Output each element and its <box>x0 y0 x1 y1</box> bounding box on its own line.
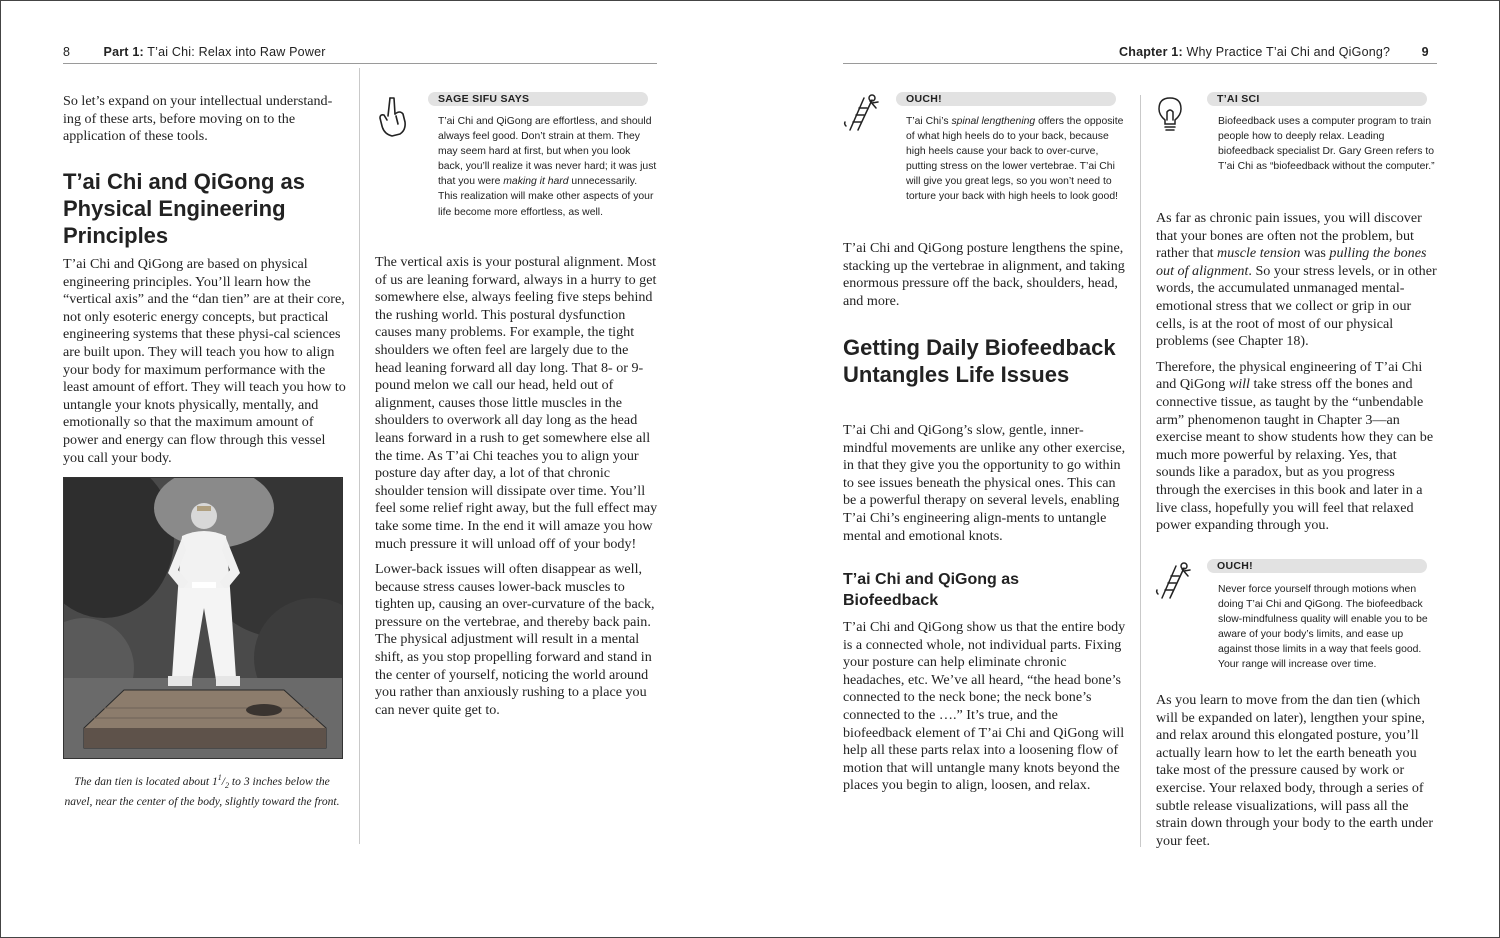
engineering-paragraph: T’ai Chi and QiGong are based on physical engineering principles. You’ll learn how the “vertical axis” and the “dan tien” are at their core, not only esoteric energy concepts, but practical engineering systems that these physi-cal sciences are built upon. They will teach you how to align your body for maximum performance with the least amount of effort. They will teach you how to untangle your knots physically, mentally, and emotionally so that the maximum amount of power and energy can flow through this vessel you call your body. <box>63 256 346 466</box>
dan-tien-paragraph: As you learn to move from the dan tien (which will be expanded on later), lengthen your spine, and relax around this elongated posture, you’ll actually learn how to let the earth beneath you take most of the pressure caused by work or exercise. Your relaxed body, through a series of subtle release visualizations, will pass all the strain down through your body to the earth under your feet. <box>1156 692 1434 849</box>
ouch-text-2: Never force yourself through motions when doing T’ai Chi and QiGong. The biofeedback slow-mindfulness quality will enable you to be aware of your body’s limits, and ease up against those limits in a way that feels good. Your range will increase over time. <box>1218 584 1428 671</box>
chronic-pain-paragraph: As far as chronic pain issues, you will discover that your bones are often not the problem, but rather that muscle tension was pulling the bones out of alignment. So your stress levels, or in other words, the accumulated unmanaged mental-emotional stress that we collect or grip in our cells, is at the root of most of our physical problems (see Chapter 18). <box>1156 210 1437 350</box>
falling-ladder-icon <box>842 94 882 132</box>
ouch-pill-2: OUCH! <box>1207 559 1427 573</box>
left-running-head <box>63 45 326 59</box>
right-column-divider <box>1140 95 1141 847</box>
slow-gentle-paragraph: T’ai Chi and QiGong’s slow, gentle, inner-mindful movements are unlike any other exercise, in that they give you the opportunity to go within to see issues beneath the physical ones. This can be a powerful therapy on several levels, enabling T’ai Chi’s engineering align-ments to untangle mental and emotional knots. <box>843 422 1126 544</box>
dan-tien-photo <box>63 477 343 759</box>
right-column-two <box>1156 210 1439 543</box>
tai-sci-pill: T’AI SCI <box>1207 92 1427 106</box>
pointing-hand-icon <box>374 94 412 138</box>
light-bulb-icon <box>1153 94 1187 134</box>
sage-sifu-text: T’ai Chi and QiGong are effortless, and should always feel good. Don’t strain at them. They may seem hard at first, but when you look back, you’ll realize it was never hard; it was just that you were making it hard unnecessarily. This realization will make other aspects of your life become more effortless, as well. <box>438 116 657 218</box>
photo-caption: The dan tien is located about $1^1/_2$ to 3 inches below the navel, near the center of the body, slightly toward the front. <box>64 773 340 809</box>
tai-sci-text: Biofeedback uses a computer program to train people how to deeply relax. Leading biofeedback specialist Dr. Gary Green refers to T’ai Chi as “biofeedback without the computer.” <box>1218 116 1435 173</box>
photo-illustration <box>64 478 342 758</box>
posture-paragraph: T’ai Chi and QiGong posture lengthens the spine, stacking up the vertebrae in alignment, and taking enormous pressure off the back, shoulders, head, and more. <box>843 240 1125 309</box>
section-heading-biofeedback: Getting Daily Biofeedback Untangles Life Issues <box>843 335 1116 387</box>
left-header-rule <box>63 63 657 64</box>
vertical-axis-paragraph: The vertical axis is your postural alignment. Most of us are leaning forward, always in a hurry to get somewhere else, always feeling five steps behind the rushing world. This postural dysfunction causes many problems. For example, the tight shoulders we often feel are largely due to the head leaning forward all day long. That 8- or 9-pound melon we call our head, held out of alignment, causes those little muscles in the shoulders to overwork all day long as the head leans forward in a rush to get somewhere else all the time. As T’ai Chi teaches you to align your posture day after day, a lot of that chronic shoulder tension will dissipate over time. You’ll feel some relief right away, but the full effect may take some time. In the end it will amaze you how much pressure it will unload off of your body! <box>375 254 658 552</box>
part-label: Part 1: <box>103 45 144 59</box>
subheading-biofeedback: T’ai Chi and QiGong as Biofeedback <box>843 571 1020 609</box>
left-page-number: 8 <box>63 45 71 59</box>
sage-sifu-pill: SAGE SIFU SAYS <box>428 92 648 106</box>
left-column-divider <box>359 68 360 844</box>
right-page-number: 9 <box>1421 45 1429 59</box>
ouch-pill-1: OUCH! <box>896 92 1116 106</box>
part-title: T’ai Chi: Relax into Raw Power <box>147 45 326 59</box>
falling-ladder-icon <box>1154 562 1194 600</box>
connected-whole-paragraph: T’ai Chi and QiGong show us that the entire body is a connected whole, not individual parts. Fixing your posture can help eliminate chronic headaches, etc. We’ve all heard, “the head bone’s connected to the neck bone; the neck bone’s connected to the ….” It’s true, and the biofeedback element of T’ai Chi and QiGong will help all these parts relax into a loosening flow of motion that will untangle many knots beyond the places you begin to align, loosen, and relax. <box>843 619 1126 794</box>
right-header-rule <box>843 63 1437 64</box>
ouch-text-1: T’ai Chi’s spinal lengthening offers the opposite of what high heels do to your back, because high heels cause your back to over-curve, putting stress on the lower vertebrae. T’ai Chi will give you great legs, so you won’t need to torture your back with high heels to look good! <box>906 116 1124 203</box>
physical-engineering-paragraph: Therefore, the physical engineering of T’ai Chi and QiGong will take stress off the bones and connective tissue, as taught by the “unbendable arm” phenomenon taught in Chapter 3—an exercise meant to show students how they can be much more powerful by relaxing. Yes, that sounds like a paradox, but as you progress through the exercises in this book and later in a live class, hopefully you will feel that relaxed power expanding through you. <box>1156 358 1434 534</box>
left-column-two <box>375 254 658 727</box>
lower-back-paragraph: Lower-back issues will often disappear as well, because stress causes lower-back muscles to tighten up, causing an over-curvature of the back, pressure on the vertebrae, and thereby back pain. The physical adjustment will result in a mental shift, as you stop propelling forward and stand in the center of yourself, noticing the world around you rather than anxiously rushing to a place you can never quite get to. <box>375 561 655 718</box>
right-running-head <box>1119 45 1429 59</box>
chapter-label: Chapter 1: <box>1119 45 1183 59</box>
section-heading-engineering: T’ai Chi and QiGong as Physical Engineering Principles <box>63 169 306 248</box>
chapter-title: Why Practice T’ai Chi and QiGong? <box>1186 45 1391 59</box>
intro-paragraph: So let’s expand on your intellectual understand-ing of these arts, before moving on to the application of these tools. <box>63 93 333 145</box>
